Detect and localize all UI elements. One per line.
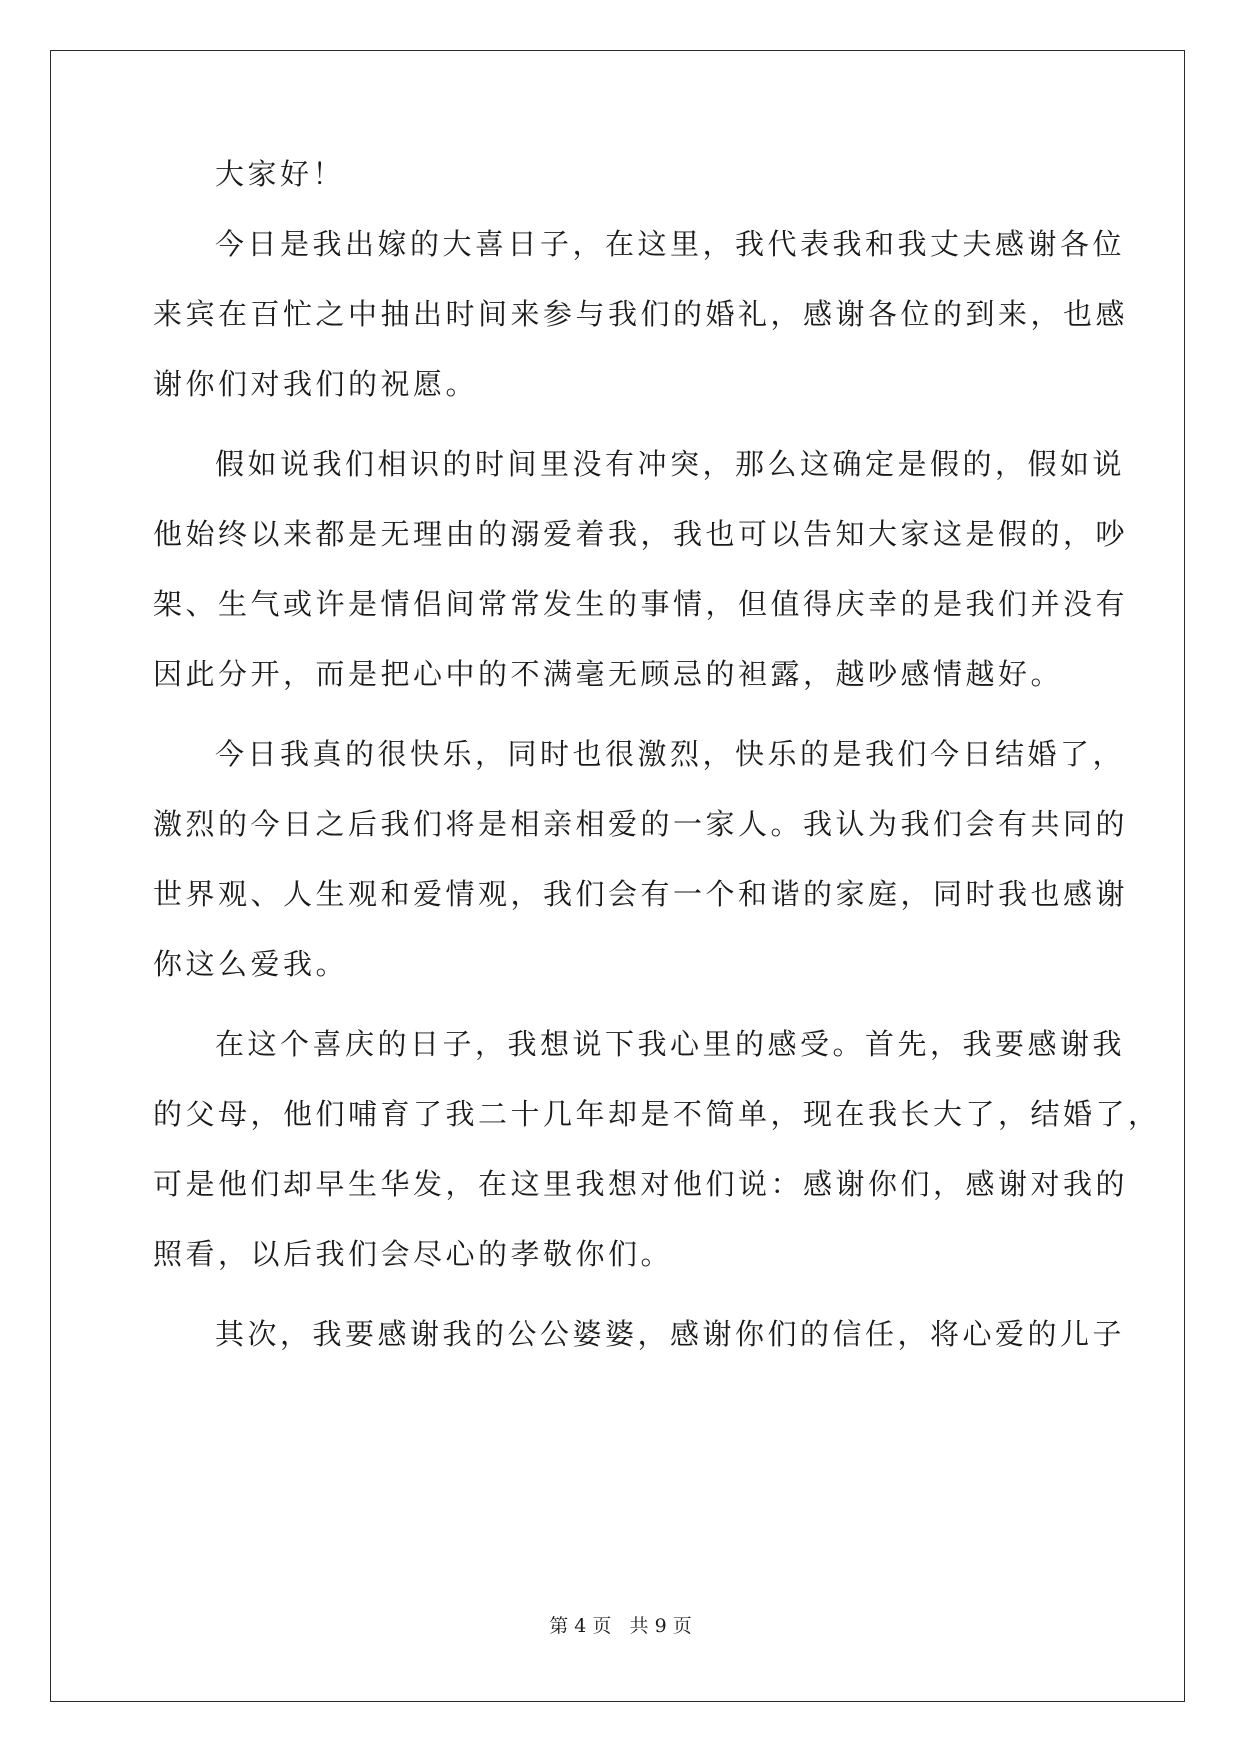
paragraph-3-line-2: 激烈的今日之后我们将是相亲相爱的一家人。我认为我们会有共同的 (153, 807, 1129, 841)
paragraph-2-line-1: 假如说我们相识的时间里没有冲突，那么这确定是假的，假如说 (215, 447, 1126, 481)
paragraph-2-line-3: 架、生气或许是情侣间常常发生的事情，但值得庆幸的是我们并没有 (153, 587, 1129, 621)
paragraph-4-line-3: 可是他们却早生华发，在这里我想对他们说：感谢你们，感谢对我的 (153, 1167, 1129, 1201)
paragraph-3-line-3: 世界观、人生观和爱情观，我们会有一个和谐的家庭，同时我也感谢 (153, 877, 1129, 911)
paragraph-4-line-1: 在这个喜庆的日子，我想说下我心里的感受。首先，我要感谢我 (215, 1027, 1126, 1061)
paragraph-5-line-1: 其次，我要感谢我的公公婆婆，感谢你们的信任，将心爱的儿子 (215, 1317, 1126, 1351)
paragraph-4-line-4: 照看，以后我们会尽心的孝敬你们。 (153, 1237, 674, 1271)
paragraph-2-line-4: 因此分开，而是把心中的不满毫无顾忌的袒露，越吵感情越好。 (153, 657, 1064, 691)
paragraph-3-line-4: 你这么爱我。 (153, 947, 349, 981)
paragraph-1-line-2: 来宾在百忙之中抽出时间来参与我们的婚礼，感谢各位的到来，也感 (153, 297, 1129, 331)
paragraph-4-line-2: 的父母，他们哺育了我二十几年却是不简单，现在我长大了，结婚了， (153, 1097, 1161, 1131)
paragraph-1-line-3: 谢你们对我们的祝愿。 (153, 367, 479, 401)
paragraph-3-line-1: 今日我真的很快乐，同时也很激烈，快乐的是我们今日结婚了， (215, 737, 1126, 771)
paragraph-2-line-2: 他始终以来都是无理由的溺爱着我，我也可以告知大家这是假的，吵 (153, 517, 1129, 551)
greeting-line: 大家好！ (215, 157, 346, 191)
page-number-footer: 第 4 页 共 9 页 (549, 1615, 692, 1637)
paragraph-1-line-1: 今日是我出嫁的大喜日子，在这里，我代表我和我丈夫感谢各位 (215, 227, 1126, 261)
